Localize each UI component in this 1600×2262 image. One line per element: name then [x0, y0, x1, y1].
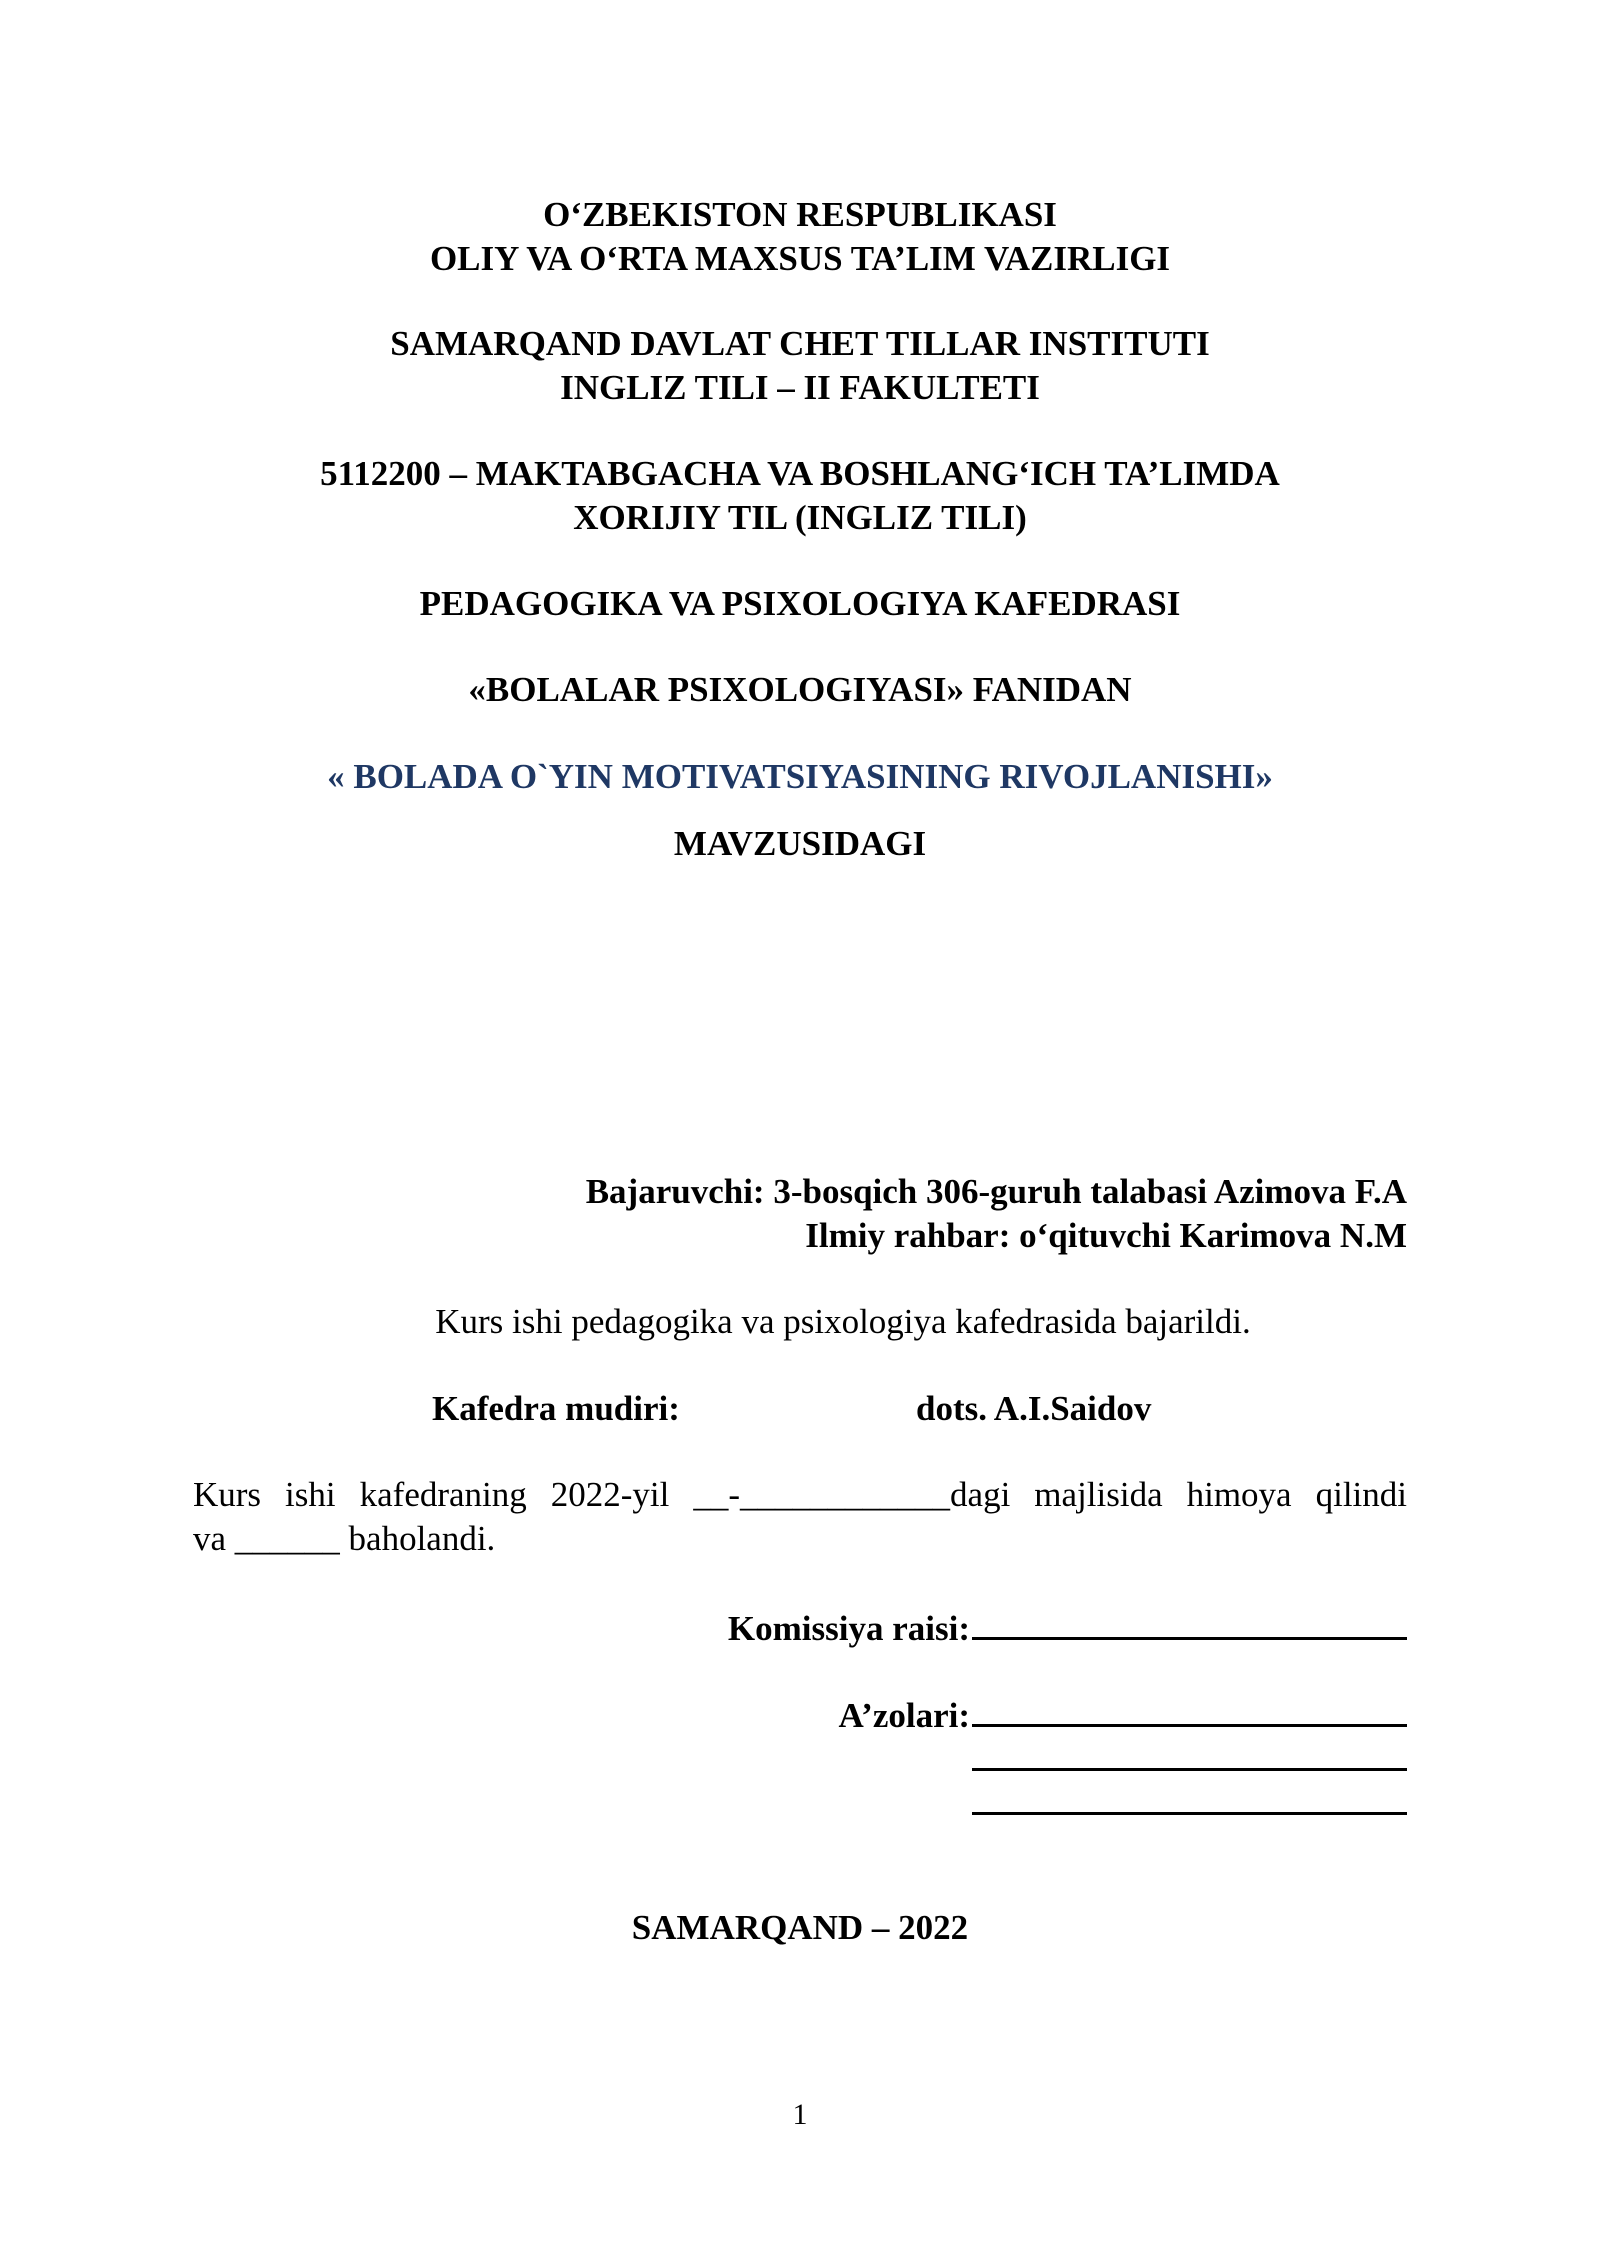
header-line-faculty: INGLIZ TILI – II FAKULTETI	[560, 368, 1040, 407]
commission-chair-label: Komissiya raisi:	[727, 1609, 970, 1648]
defense-line-2: va ______ baholandi.	[193, 1519, 496, 1558]
commission-members-label: A’zolari:	[838, 1696, 970, 1735]
chair-signature-line	[972, 1603, 1407, 1640]
department-title: PEDAGOGIKA VA PSIXOLOGIYA KAFEDRASI	[419, 584, 1181, 623]
topic-suffix: MAVZUSIDAGI	[673, 824, 927, 863]
header-line-specialty-cont: XORIJIY TIL (INGLIZ TILI)	[573, 498, 1027, 537]
commission-members-row	[838, 1690, 1407, 1738]
member-signature-row-3	[970, 1778, 1407, 1826]
supervisor-line: Ilmiy rahbar: o‘qituvchi Karimova N.M	[805, 1216, 1407, 1255]
member-signature-line-1	[972, 1690, 1407, 1727]
head-of-department-name: dots. A.I.Saidov	[916, 1389, 1152, 1428]
topic-title: « BOLADA O`YIN MOTIVATSIYASINING RIVOJLANISHI»	[327, 757, 1273, 796]
header-line-ministry: OLIY VA O‘RTA MAXSUS TA’LIM VAZIRLIGI	[429, 239, 1171, 278]
commission-chair-row	[728, 1603, 1407, 1651]
header-line-country: O‘ZBEKISTON RESPUBLIKASI	[543, 195, 1057, 234]
header-line-specialty: 5112200 – MAKTABGACHA VA BOSHLANG‘ICH TA’LIMDA	[320, 454, 1280, 493]
completion-note: Kurs ishi pedagogika va psixologiya kafedrasida bajarildi.	[435, 1302, 1251, 1341]
member-signature-line-3	[972, 1778, 1407, 1815]
header-line-institute: SAMARQAND DAVLAT CHET TILLAR INSTITUTI	[390, 324, 1210, 363]
defense-line-1: Kurs ishi kafedraning 2022-yil __-____________dagi majlisida himoya qilindi	[193, 1475, 1407, 1514]
head-of-department-label: Kafedra mudiri:	[432, 1389, 680, 1428]
subject-title: «BOLALAR PSIXOLOGIYASI» FANIDAN	[468, 670, 1132, 709]
member-signature-row-2	[970, 1734, 1407, 1782]
city-year: SAMARQAND – 2022	[631, 1908, 969, 1947]
performer-line: Bajaruvchi: 3-bosqich 306-guruh talabasi Azimova F.A	[585, 1172, 1407, 1211]
member-signature-line-2	[972, 1734, 1407, 1771]
page-number: 1	[792, 2098, 808, 2131]
